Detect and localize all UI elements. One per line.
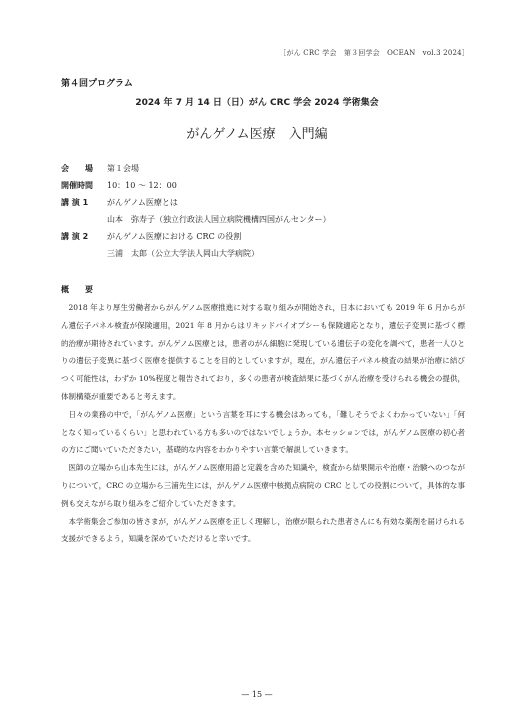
- overview-body: [61, 299, 465, 548]
- time-value: 10：10 ～ 12：00: [107, 181, 177, 190]
- lecture1-label: 講 演 1: [61, 198, 89, 207]
- lecture2-label: 講 演 2: [61, 232, 89, 241]
- overview-paragraph: 医師の立場から山本先生には，がんゲノム医療用語と定義を含めた知識や，検査から結果開示や治療・治験へのつながりについて，CRC の立場から三浦先生には，がんゲノム医療中核拠点病院の CRC としての役割について，具体的な事例も交えながら取り組みをご紹介していただきます。: [61, 463, 465, 508]
- overview-paragraph: 2018 年より厚生労働者からがんゲノム医療推進に対する取り組みが開始され，日本においても 2019 年 6 月からがん遺伝子パネル検査が保険適用，2021 年 8 月からはリキッドバイオプシーも保険適応となり，遺伝子変異に基づく標的治療が期待されています。がんゲノム医療とは，患者のがん細胞に発現している遺伝子の変化を調べて，患者一人ひとりの遺伝子変異に基づく医療を提供することを目的としていますが，現在，がん遺伝子パネル検査の結果が治療に結びつく可能性は，わずか 10%程度と報告されており，多くの患者が検査結果に基づくがん治療を受けられる機会の提供，体制構築が重要であると考えます。: [61, 303, 465, 401]
- overview-heading: 概 要: [61, 285, 93, 294]
- running-head: ［がん CRC 学会 第３回学会 OCEAN vol.3 2024］: [279, 49, 469, 57]
- lecture2-title: がんゲノム医療における CRC の役割: [107, 232, 242, 241]
- lecture1-title: がんゲノム医療とは: [107, 198, 178, 207]
- program-label: 第４回プログラム: [61, 79, 133, 89]
- overview-paragraph: 本学術集会ご参加の皆さまが，がんゲノム医療を正しく理解し，治療が限られた患者さんにも有効な薬剤を届けられる支援ができるよう，知識を深めていただけると幸いです。: [61, 516, 465, 544]
- session-title: がんゲノム医療 入門編: [186, 127, 328, 142]
- venue-label: 会 場: [61, 164, 93, 173]
- meeting-title: 2024 年 7 月 14 日（日）がん CRC 学会 2024 学術集会: [135, 98, 379, 108]
- time-label: 開催時間: [61, 181, 93, 190]
- page-number: — 15 —: [241, 690, 273, 699]
- venue-value: 第１会場: [107, 164, 139, 173]
- overview-paragraph: 日々の業務の中で，「がんゲノム医療」という言葉を耳にする機会はあっても，「難しそうでよくわかっていない」「何となく知っているくらい」と思われている方も多いのではないでしょうか。本セッションでは，がんゲノム医療の初心者の方にご聞いていただきたい，基礎的な内容をわかりやすい言葉で解説していきます。: [61, 409, 465, 455]
- lecture1-speaker: 山本 弥寿子（独立行政法人国立病院機構四国がんセンター）: [107, 215, 331, 224]
- lecture2-speaker: 三浦 太郎（公立大学法人岡山大学病院）: [107, 249, 259, 258]
